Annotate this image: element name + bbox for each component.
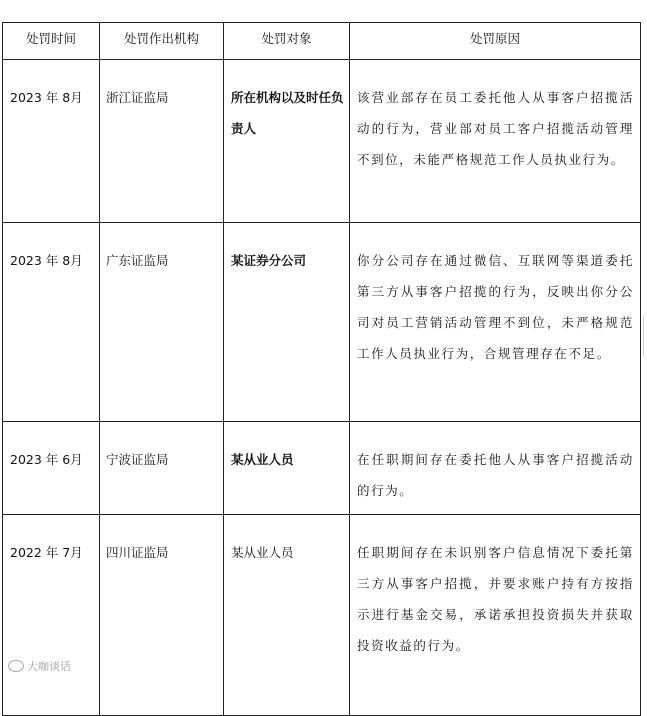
header-row bbox=[3, 23, 641, 60]
table-body bbox=[3, 60, 641, 716]
table-row bbox=[3, 223, 641, 422]
table-header bbox=[3, 23, 641, 60]
cell-agency: 浙江证监局 bbox=[100, 60, 224, 223]
cell-time: 2023 年 8月 bbox=[3, 223, 100, 422]
cell-reason: 你分公司存在通过微信、互联网等渠道委托第三方从事客户招揽的行为，反映出你分公司对员工营销活动管理不到位，未严格规范工作人员执业行为，合规管理存在不足。 bbox=[350, 223, 641, 422]
table-row bbox=[3, 515, 641, 716]
cell-reason: 任职期间存在未识别客户信息情况下委托第三方从事客户招揽，并要求账户持有方按指示进行基金交易，承诺承担投资损失并获取投资收益的行为。 bbox=[350, 515, 641, 716]
cell-target: 所在机构以及时任负责人 bbox=[224, 60, 350, 223]
cell-agency: 广东证监局 bbox=[100, 223, 224, 422]
cell-reason: 在任职期间存在委托他人从事客户招揽活动的行为。 bbox=[350, 422, 641, 515]
cell-time: 2023 年 6月 bbox=[3, 422, 100, 515]
header-penalty-target: 处罚对象 bbox=[224, 23, 350, 60]
header-penalty-reason: 处罚原因 bbox=[350, 23, 641, 60]
header-penalty-time: 处罚时间 bbox=[3, 23, 100, 60]
cell-target: 某证券分公司 bbox=[224, 223, 350, 422]
cell-time: 2022 年 7月 bbox=[3, 515, 100, 716]
cell-agency: 四川证监局 bbox=[100, 515, 224, 716]
header-penalty-agency: 处罚作出机构 bbox=[100, 23, 224, 60]
table-row bbox=[3, 60, 641, 223]
page-edge-divider bbox=[643, 316, 647, 356]
cell-target: 某从业人员 bbox=[224, 515, 350, 716]
penalty-table bbox=[2, 22, 641, 716]
watermark-text: 大咖谈话 bbox=[27, 660, 71, 673]
cell-target: 某从业人员 bbox=[224, 422, 350, 515]
table-row bbox=[3, 422, 641, 515]
cell-agency: 宁波证监局 bbox=[100, 422, 224, 515]
watermark bbox=[8, 658, 71, 674]
weibo-icon bbox=[8, 660, 24, 672]
cell-time: 2023 年 8月 bbox=[3, 60, 100, 223]
cell-reason: 该营业部存在员工委托他人从事客户招揽活动的行为，营业部对员工客户招揽活动管理不到位，未能严格规范工作人员执业行为。 bbox=[350, 60, 641, 223]
